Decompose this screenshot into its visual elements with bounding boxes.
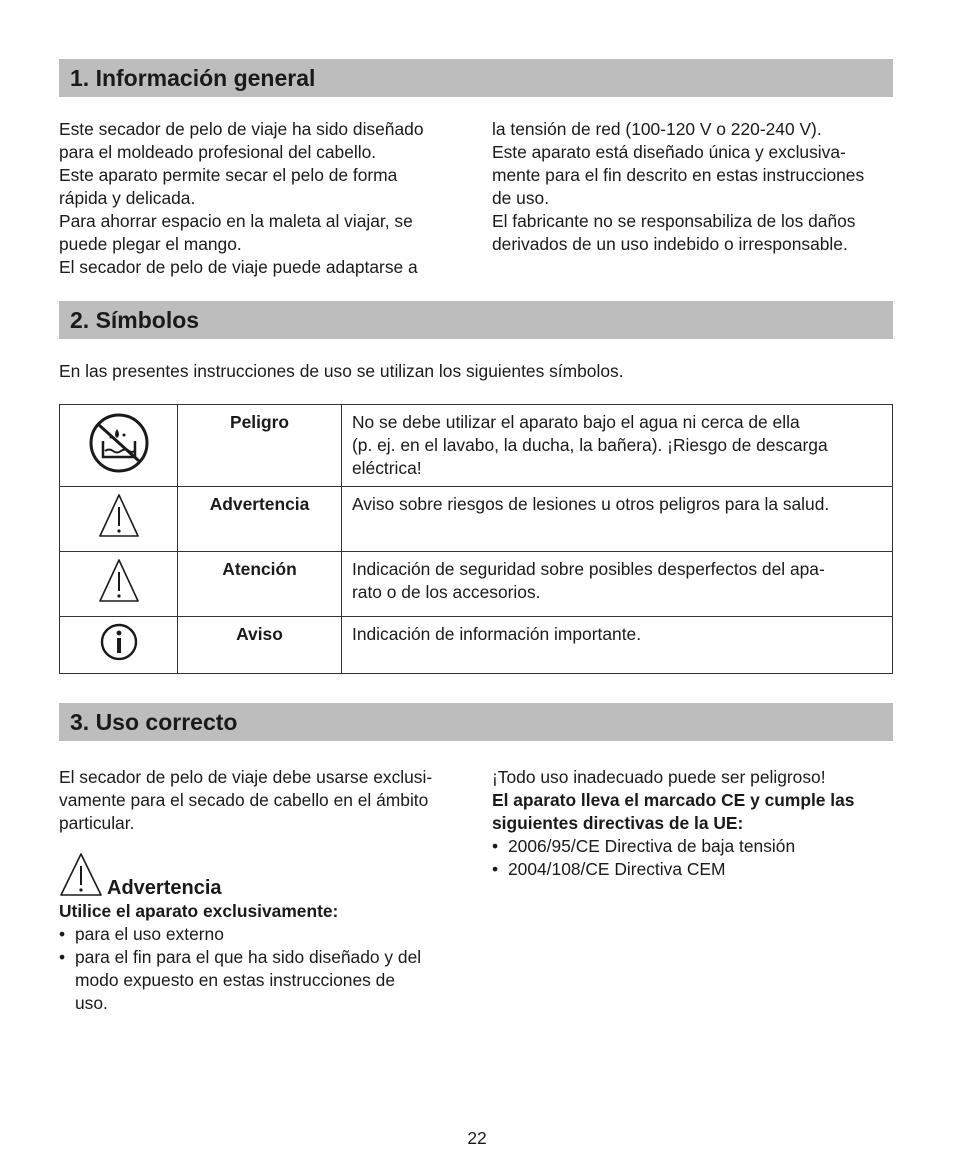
text-line: Este aparato permite secar el pelo de forma xyxy=(59,165,398,185)
symbol-description xyxy=(342,617,893,674)
section-title-symbols: 2. Símbolos xyxy=(59,301,893,339)
text-line: de uso. xyxy=(492,188,550,208)
text-line: Aviso sobre riesgos de lesiones u otros peligros para la salud. xyxy=(352,494,830,514)
text-line: Indicación de información importante. xyxy=(352,624,642,644)
symbol-description xyxy=(342,552,893,617)
symbol-description xyxy=(342,487,893,552)
list-item: • 2004/108/CE Directiva CEM xyxy=(492,858,902,881)
text-line: El secador de pelo de viaje debe usarse exclusi- xyxy=(59,767,433,787)
symbol-name: Atención xyxy=(178,552,342,617)
text-line: El secador de pelo de viaje puede adaptarse a xyxy=(59,257,418,277)
text-line: El fabricante no se responsabiliza de los daños xyxy=(492,211,856,231)
text-line: Indicación de seguridad sobre posibles desperfectos del apa- xyxy=(352,559,825,579)
text-line: Este secador de pelo de viaje ha sido diseñado xyxy=(59,119,424,139)
general-left-column xyxy=(59,118,469,279)
warning-triangle-icon xyxy=(97,557,141,605)
symbol-cell xyxy=(60,617,178,674)
text-line: uso. xyxy=(75,993,108,1013)
symbol-cell xyxy=(60,405,178,487)
page-number: 22 xyxy=(467,1128,487,1148)
text-line: la tensión de red (100-120 V o 220-240 V). xyxy=(492,119,822,139)
info-circle-icon xyxy=(99,622,139,662)
text-line: ¡Todo uso inadecuado puede ser peligroso! xyxy=(492,767,826,787)
directives-list xyxy=(492,835,902,881)
text-line: mente para el fin descrito en estas instrucciones xyxy=(492,165,865,185)
text-line: (p. ej. en el lavabo, la ducha, la bañera). ¡Riesgo de descarga xyxy=(352,435,828,455)
text-line: rato o de los accesorios. xyxy=(352,582,541,602)
list-item: • 2006/95/CE Directiva de baja tensión xyxy=(492,835,902,858)
warning-triangle-icon xyxy=(97,492,141,540)
text-line: derivados de un uso indebido o irresponsable. xyxy=(492,234,848,254)
warning-heading: Advertencia xyxy=(107,877,222,899)
text-line: • para el fin para el que ha sido diseñado y del xyxy=(75,947,422,967)
text-line: vamente para el secado de cabello en el ámbito xyxy=(59,790,429,810)
warning-body xyxy=(59,900,469,1015)
text-line: para el uso externo xyxy=(75,924,224,944)
text-line: Para ahorrar espacio en la maleta al viajar, se xyxy=(59,211,413,231)
text-line: No se debe utilizar el aparato bajo el agua ni cerca de ella xyxy=(352,412,800,432)
text-line: Este aparato está diseñado única y exclusiva- xyxy=(492,142,846,162)
warning-list xyxy=(59,923,469,1015)
section-title-general: 1. Información general xyxy=(59,59,893,97)
symbol-name: Peligro xyxy=(178,405,342,487)
table-row xyxy=(60,405,893,487)
symbols-table xyxy=(59,404,893,674)
symbol-cell xyxy=(60,487,178,552)
table-row xyxy=(60,617,893,674)
list-item xyxy=(59,923,469,946)
text-line: para el moldeado profesional del cabello. xyxy=(59,142,377,162)
section-title-use: 3. Uso correcto xyxy=(59,703,893,741)
list-item xyxy=(59,946,469,1015)
table-row xyxy=(60,487,893,552)
symbol-cell xyxy=(60,552,178,617)
text-line: El aparato lleva el marcado CE y cumple las xyxy=(492,790,855,810)
no-water-icon xyxy=(87,411,151,475)
text-line: puede plegar el mango. xyxy=(59,234,242,254)
use-right-column xyxy=(492,766,902,881)
warning-subheading: Utilice el aparato exclusivamente: xyxy=(59,901,339,921)
text-line: modo expuesto en estas instrucciones de xyxy=(75,970,395,990)
warning-heading-row xyxy=(59,852,469,898)
symbol-description xyxy=(342,405,893,487)
general-right-column xyxy=(492,118,902,256)
warning-triangle-icon xyxy=(59,852,103,898)
table-row xyxy=(60,552,893,617)
text-line: eléctrica! xyxy=(352,458,422,478)
symbol-name: Advertencia xyxy=(178,487,342,552)
text-line: particular. xyxy=(59,813,135,833)
warning-block xyxy=(59,852,469,1015)
symbols-intro: En las presentes instrucciones de uso se utilizan los siguientes símbolos. xyxy=(59,361,624,381)
symbol-name: Aviso xyxy=(178,617,342,674)
text-line: rápida y delicada. xyxy=(59,188,196,208)
use-left-column xyxy=(59,766,469,835)
text-line: siguientes directivas de la UE: xyxy=(492,813,744,833)
